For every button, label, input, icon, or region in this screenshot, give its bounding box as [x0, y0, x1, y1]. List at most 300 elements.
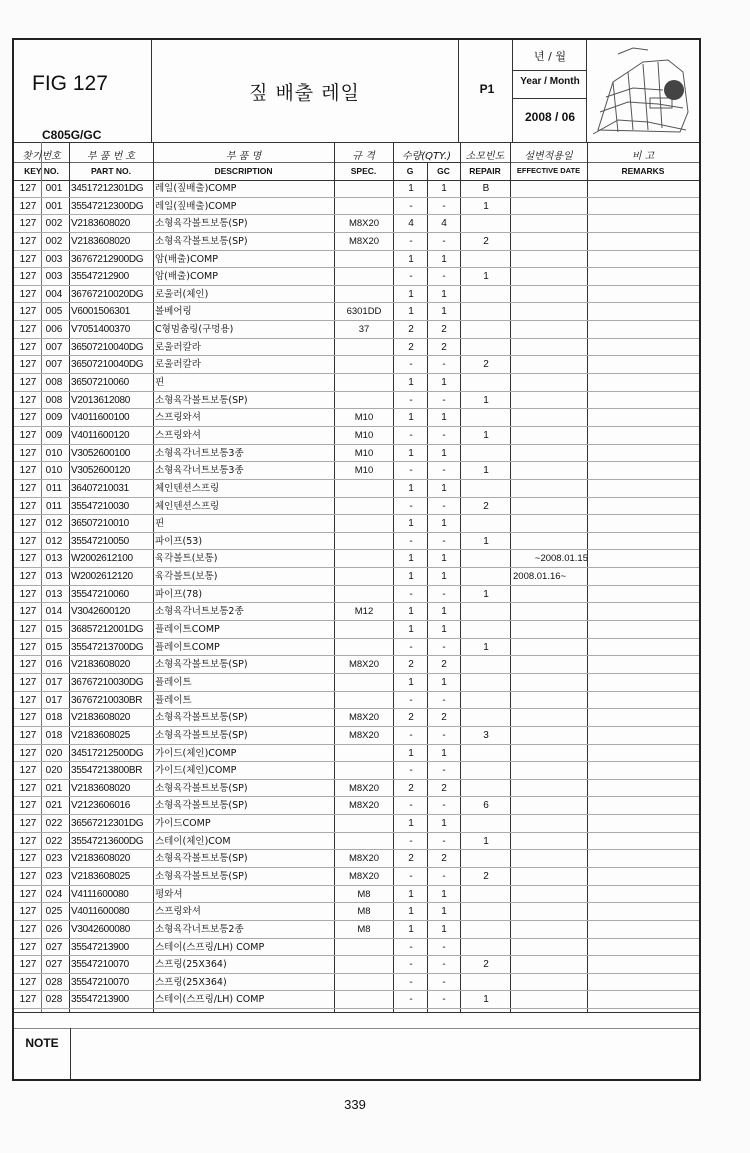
description-cell: 체인텐션스프링 — [155, 500, 220, 512]
table-row — [14, 868, 699, 886]
table-row — [14, 797, 699, 815]
description-cell: 핀 — [155, 377, 165, 389]
repair-cell — [461, 674, 511, 692]
spec-cell: M8X20 — [348, 782, 380, 794]
part-number-cell: 36767210030DG — [71, 676, 144, 688]
item-no-cell: 007 — [45, 359, 63, 371]
spec-cell — [336, 374, 392, 392]
description-cell: 스프링(25X364) — [155, 976, 227, 988]
effective-date-cell — [511, 286, 590, 304]
key-no-cell: 127 — [19, 888, 37, 900]
part-number-cell: V3052600120 — [71, 465, 130, 477]
spec-cell: M8X20 — [348, 659, 380, 671]
key-no-cell: 127 — [19, 959, 37, 971]
effective-date-cell — [511, 498, 590, 516]
description-cell: 레일(짚배출)COMP — [155, 183, 237, 194]
part-number-cell: 35547210070 — [71, 959, 129, 971]
repair-cell — [461, 603, 511, 621]
effective-date-cell — [511, 745, 590, 763]
qty-gc-cell: - — [442, 694, 446, 706]
qty-gc-cell: - — [442, 994, 446, 1006]
effective-date-cell: 2008.01.16~ — [513, 571, 567, 583]
description-cell: 볼베어링 — [155, 306, 192, 318]
spec-cell — [336, 956, 392, 974]
col-remarks-ko: 비 고 — [631, 151, 655, 162]
col-qty-gc: GC — [437, 166, 450, 176]
qty-g-cell: - — [409, 271, 413, 283]
repair-cell — [461, 850, 511, 868]
repair-cell — [461, 515, 511, 533]
repair-cell: 2 — [483, 359, 489, 371]
key-no-cell: 127 — [19, 641, 37, 653]
item-no-cell: 008 — [45, 377, 63, 389]
spec-cell — [336, 568, 392, 586]
table-row — [14, 974, 699, 992]
item-no-cell: 001 — [45, 200, 63, 212]
spec-cell: M8X20 — [348, 800, 380, 812]
table-row — [14, 180, 699, 198]
table-row — [14, 833, 699, 851]
repair-cell: 2 — [483, 870, 489, 882]
spec-cell — [336, 286, 392, 304]
col-qty-g: G — [406, 166, 414, 176]
item-no-cell: 010 — [45, 465, 63, 477]
item-no-cell: 011 — [46, 482, 62, 494]
spec-cell — [336, 198, 392, 216]
note-top-line — [14, 1028, 699, 1029]
qty-gc-cell: - — [442, 235, 446, 247]
table-row — [14, 409, 699, 427]
part-number-cell: 36567212301DG — [71, 818, 144, 830]
item-no-cell: 008 — [45, 394, 63, 406]
item-no-cell: 007 — [45, 341, 63, 353]
table-row — [14, 656, 699, 674]
key-no-cell: 127 — [19, 447, 37, 459]
table-row — [14, 709, 699, 727]
key-no-cell: 127 — [19, 800, 37, 812]
table-row — [14, 621, 699, 639]
part-number-cell: V2183608020 — [71, 235, 130, 247]
part-number-cell: V4111600080 — [71, 888, 129, 900]
col-spec-ko: 규 격 — [352, 151, 375, 162]
qty-g-cell: - — [409, 535, 413, 547]
key-no-cell: 127 — [19, 553, 37, 565]
table-bottom-line — [14, 1012, 699, 1013]
repair-cell: 1 — [483, 641, 489, 653]
item-no-cell: 018 — [45, 729, 63, 741]
item-no-cell: 004 — [45, 288, 63, 300]
qty-gc-cell: 1 — [441, 553, 447, 565]
key-no-cell: 127 — [19, 694, 37, 706]
repair-cell — [461, 550, 511, 568]
item-no-cell: 013 — [45, 553, 63, 565]
repair-cell: 1 — [483, 271, 489, 283]
table-row — [14, 251, 699, 269]
spec-cell: M10 — [354, 465, 374, 477]
qty-gc-cell: 1 — [441, 377, 447, 389]
description-cell: 스프링(25X364) — [155, 959, 227, 971]
qty-gc-cell: - — [442, 641, 446, 653]
repair-cell: 1 — [483, 200, 489, 212]
part-number-cell: 35547210030 — [71, 500, 129, 512]
repair-cell — [461, 339, 511, 357]
item-no-cell: 023 — [45, 870, 63, 882]
qty-gc-cell: 1 — [441, 624, 447, 636]
qty-gc-cell: - — [442, 429, 446, 441]
repair-cell — [461, 303, 511, 321]
qty-gc-cell: - — [442, 976, 446, 988]
effective-date-cell — [511, 621, 590, 639]
key-no-cell: 127 — [19, 394, 37, 406]
part-number-cell: 35547213800BR — [71, 765, 143, 777]
table-row — [14, 498, 699, 516]
description-cell: 소형육각볼트보통(SP) — [155, 782, 248, 794]
qty-g-cell: 1 — [408, 412, 414, 424]
qty-g-cell: 1 — [408, 253, 414, 265]
qty-gc-cell: 1 — [441, 676, 447, 688]
qty-g-cell: - — [409, 994, 413, 1006]
item-no-cell: 003 — [45, 271, 63, 283]
qty-gc-cell: 1 — [441, 518, 447, 530]
effective-date-cell — [511, 656, 590, 674]
col-repair-ko: 소모빈도 — [465, 151, 505, 162]
item-no-cell: 021 — [45, 782, 63, 794]
qty-gc-cell: 1 — [441, 923, 447, 935]
table-row — [14, 303, 699, 321]
repair-cell: 3 — [483, 729, 489, 741]
qty-g-cell: 2 — [408, 782, 414, 794]
description-cell: C형멈춤링(구멍용) — [155, 324, 234, 336]
description-cell: 스프링와셔 — [155, 429, 201, 441]
description-cell: 소형육각너트보통2종 — [155, 606, 244, 618]
repair-cell: 1 — [483, 994, 489, 1006]
effective-date-cell — [511, 727, 590, 745]
part-number-cell: 35547210050 — [71, 535, 129, 547]
qty-gc-cell: 1 — [441, 606, 447, 618]
qty-g-cell: 1 — [408, 306, 414, 318]
item-no-cell: 013 — [45, 588, 63, 600]
description-cell: 스테이(스프링/LH) COMP — [155, 994, 265, 1006]
repair-cell: 1 — [483, 535, 489, 547]
qty-gc-cell: - — [442, 870, 446, 882]
key-no-cell: 127 — [19, 535, 37, 547]
spec-cell — [336, 356, 392, 374]
description-cell: 암(배출)COMP — [155, 271, 218, 283]
repair-cell — [461, 921, 511, 939]
effective-date-cell — [511, 533, 590, 551]
key-no-cell: 127 — [19, 324, 37, 336]
qty-g-cell: - — [409, 429, 413, 441]
spec-cell: M8 — [357, 906, 371, 918]
qty-g-cell: 2 — [408, 853, 414, 865]
repair-cell — [461, 939, 511, 957]
description-cell: 소형육각볼트보통(SP) — [155, 853, 248, 865]
effective-date-cell — [511, 215, 590, 233]
spec-cell — [336, 533, 392, 551]
part-number-cell: 36507210040DG — [71, 341, 144, 353]
qty-g-cell: - — [409, 641, 413, 653]
item-no-cell: 006 — [45, 324, 63, 336]
repair-cell — [461, 409, 511, 427]
item-no-cell: 020 — [45, 765, 63, 777]
description-cell: 육각볼트(보통) — [155, 553, 218, 565]
spec-cell: M8X20 — [348, 729, 380, 741]
part-number-cell: V2183608020 — [71, 853, 130, 865]
part-number-cell: 36507210010 — [71, 518, 129, 530]
description-cell: 암(배출)COMP — [155, 253, 218, 265]
key-no-cell: 127 — [19, 994, 37, 1006]
qty-gc-cell: - — [442, 359, 446, 371]
key-no-cell: 127 — [19, 518, 37, 530]
key-no-cell: 127 — [19, 341, 37, 353]
part-number-cell: V2183608020 — [71, 659, 130, 671]
qty-g-cell: - — [409, 765, 413, 777]
part-number-cell: 36767210020DG — [71, 288, 144, 300]
key-no-cell: 127 — [19, 624, 37, 636]
col-remarks-en: REMARKS — [621, 166, 665, 176]
qty-gc-cell: 1 — [441, 747, 447, 759]
effective-date-cell — [511, 780, 590, 798]
part-number-cell: 36407210031 — [71, 482, 129, 494]
effective-date-cell — [511, 603, 590, 621]
key-no-cell: 127 — [19, 906, 37, 918]
qty-g-cell: - — [409, 235, 413, 247]
table-row — [14, 727, 699, 745]
description-cell: 스테이(스프링/LH) COMP — [155, 941, 265, 953]
repair-cell — [461, 374, 511, 392]
col-spec-en: SPEC. — [350, 166, 377, 176]
qty-gc-cell: 2 — [441, 712, 447, 724]
part-number-cell: V2183608020 — [71, 712, 130, 724]
spec-cell — [336, 498, 392, 516]
note-divider — [70, 1028, 71, 1079]
parts-table-body — [14, 180, 699, 1009]
item-no-cell: 022 — [45, 818, 63, 830]
qty-g-cell: 1 — [408, 906, 414, 918]
model-code: C805G/GC — [42, 128, 102, 142]
page-number: 339 — [344, 1097, 366, 1112]
key-no-cell: 127 — [19, 712, 37, 724]
table-row — [14, 268, 699, 286]
key-no-cell: 127 — [19, 818, 37, 830]
table-row — [14, 533, 699, 551]
item-no-cell: 028 — [45, 976, 63, 988]
qty-g-cell: - — [409, 694, 413, 706]
key-no-cell: 127 — [19, 729, 37, 741]
qty-g-cell: 1 — [408, 553, 414, 565]
description-cell: 소형육각볼트보통(SP) — [155, 235, 248, 247]
table-row — [14, 674, 699, 692]
qty-gc-cell: 2 — [441, 782, 447, 794]
item-no-cell: 002 — [45, 235, 63, 247]
spec-cell — [336, 621, 392, 639]
qty-gc-cell: - — [442, 800, 446, 812]
item-no-cell: 003 — [45, 253, 63, 265]
qty-g-cell: 1 — [408, 676, 414, 688]
qty-g-cell: 1 — [408, 183, 414, 194]
spec-cell — [336, 586, 392, 604]
description-cell: 스테이(체인)COM — [155, 835, 231, 847]
part-number-cell: V3042600120 — [71, 606, 130, 618]
description-cell: 소형육각볼트보통(SP) — [155, 394, 248, 406]
qty-gc-cell: 1 — [441, 906, 447, 918]
col-desc-en: DESCRIPTION — [214, 166, 273, 176]
key-no-cell: 127 — [19, 412, 37, 424]
part-number-cell: 35547213600DG — [71, 835, 144, 847]
item-no-cell: 012 — [45, 535, 63, 547]
qty-g-cell: 1 — [408, 518, 414, 530]
key-no-cell: 127 — [19, 853, 37, 865]
item-no-cell: 017 — [45, 676, 63, 688]
qty-g-cell: - — [409, 870, 413, 882]
table-row — [14, 568, 699, 586]
repair-cell — [461, 886, 511, 904]
item-no-cell: 021 — [45, 800, 63, 812]
part-number-cell: V2183608020 — [71, 782, 130, 794]
item-no-cell: 023 — [45, 853, 63, 865]
spec-cell — [336, 480, 392, 498]
description-cell: 플레이트 — [155, 694, 192, 706]
item-no-cell: 015 — [45, 624, 63, 636]
col-desc-ko: 부 품 명 — [225, 151, 262, 162]
item-no-cell: 013 — [45, 571, 63, 583]
table-row — [14, 321, 699, 339]
page-title: 짚 배출 레일 — [249, 82, 360, 104]
description-cell: 소형육각너트보통3종 — [155, 465, 244, 477]
description-cell: 소형육각볼트보통(SP) — [155, 729, 248, 741]
header-divider — [14, 162, 699, 163]
spec-cell: M8X20 — [348, 853, 380, 865]
qty-g-cell: - — [409, 959, 413, 971]
col-eff-ko: 설변적용일 — [524, 151, 573, 162]
description-cell: 스프링와셔 — [155, 412, 201, 424]
key-no-cell: 127 — [19, 271, 37, 283]
spec-cell — [336, 762, 392, 780]
qty-g-cell: - — [409, 465, 413, 477]
qty-gc-cell: - — [442, 500, 446, 512]
key-no-cell: 127 — [19, 782, 37, 794]
part-number-cell: V2183608025 — [71, 729, 130, 741]
qty-gc-cell: - — [442, 535, 446, 547]
table-row — [14, 939, 699, 957]
effective-date-cell — [511, 480, 590, 498]
effective-date-cell — [511, 833, 590, 851]
part-number-cell: 35547213900 — [71, 994, 129, 1006]
effective-date-cell — [511, 392, 590, 410]
year-month-value: 2008 / 06 — [524, 110, 576, 124]
table-row — [14, 339, 699, 357]
effective-date-cell — [511, 303, 590, 321]
qty-g-cell: - — [409, 500, 413, 512]
key-no-cell: 127 — [19, 500, 37, 512]
spec-cell: M8X20 — [348, 870, 380, 882]
qty-gc-cell: 2 — [441, 659, 447, 671]
table-row — [14, 198, 699, 216]
description-cell: 소형육각볼트보통(SP) — [155, 870, 248, 882]
col-part-no-en: PART NO. — [91, 166, 131, 176]
part-number-cell: V6001506301 — [71, 306, 130, 318]
spec-cell — [336, 268, 392, 286]
part-number-cell: 36767212900DG — [71, 253, 144, 265]
qty-gc-cell: 1 — [441, 571, 447, 583]
part-number-cell: 36857212001DG — [71, 624, 144, 636]
item-no-cell: 027 — [45, 959, 63, 971]
qty-g-cell: - — [409, 976, 413, 988]
col-key-no-ko: 찾기번호 — [22, 151, 61, 162]
table-row — [14, 550, 699, 568]
spec-cell: M8X20 — [348, 235, 380, 247]
item-no-cell: 012 — [45, 518, 63, 530]
table-row — [14, 374, 699, 392]
header-divider — [586, 40, 587, 142]
qty-gc-cell: - — [442, 200, 446, 212]
key-no-cell: 127 — [19, 288, 37, 300]
table-row — [14, 745, 699, 763]
col-key-no-en: KEY NO. — [24, 166, 59, 176]
qty-gc-cell: 4 — [441, 218, 447, 230]
key-no-cell: 127 — [19, 588, 37, 600]
description-cell: 플레이트 — [155, 676, 192, 688]
part-number-cell: 34517212301DG — [71, 183, 144, 194]
qty-g-cell: - — [409, 394, 413, 406]
effective-date-cell — [511, 198, 590, 216]
key-no-cell: 127 — [19, 571, 37, 583]
spec-cell: M10 — [354, 412, 374, 424]
repair-cell: 2 — [483, 235, 489, 247]
item-no-cell: 027 — [45, 941, 63, 953]
qty-gc-cell: 1 — [441, 306, 447, 318]
qty-g-cell: - — [409, 729, 413, 741]
effective-date-cell — [511, 268, 590, 286]
qty-g-cell: 2 — [408, 341, 414, 353]
effective-date-cell — [511, 515, 590, 533]
repair-cell: B — [482, 183, 490, 194]
description-cell: 소형육각볼트보통(SP) — [155, 218, 248, 230]
table-row — [14, 462, 699, 480]
spec-cell — [336, 251, 392, 269]
part-number-cell: V4011600100 — [71, 412, 130, 424]
key-no-cell: 127 — [19, 482, 37, 494]
repair-cell — [461, 251, 511, 269]
repair-cell: 1 — [483, 835, 489, 847]
repair-cell — [461, 568, 511, 586]
col-qty-ko: 수량(QTY.) — [401, 151, 452, 162]
qty-gc-cell: 1 — [441, 482, 447, 494]
qty-g-cell: 1 — [408, 888, 414, 900]
item-no-cell: 001 — [45, 183, 63, 194]
effective-date-cell — [511, 674, 590, 692]
repair-cell: 2 — [483, 500, 489, 512]
spec-cell: M8X20 — [348, 712, 380, 724]
repair-cell — [461, 745, 511, 763]
description-cell: 가이드COMP — [155, 818, 211, 830]
table-row — [14, 586, 699, 604]
col-part-no-ko: 부 품 번 호 — [86, 151, 136, 162]
header-divider — [14, 142, 699, 143]
effective-date-cell — [511, 850, 590, 868]
repair-cell — [461, 974, 511, 992]
repair-cell: 1 — [483, 465, 489, 477]
spec-cell: M12 — [354, 606, 374, 618]
qty-g-cell: - — [409, 800, 413, 812]
effective-date-cell — [511, 762, 590, 780]
repair-cell — [461, 286, 511, 304]
qty-gc-cell: 1 — [441, 253, 447, 265]
item-no-cell: 016 — [45, 659, 63, 671]
qty-gc-cell: 1 — [441, 818, 447, 830]
qty-g-cell: 2 — [408, 324, 414, 336]
qty-g-cell: 1 — [408, 624, 414, 636]
